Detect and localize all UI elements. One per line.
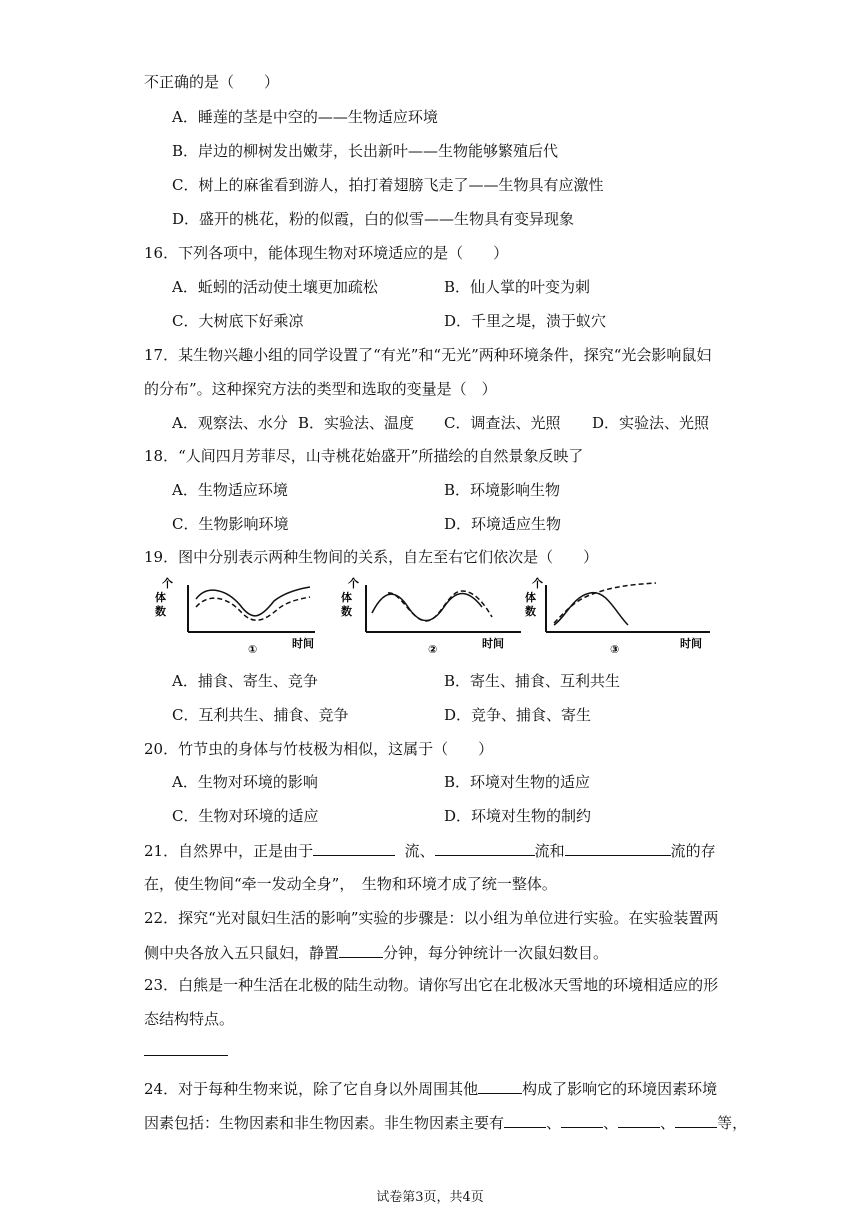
q24-blank-5[interactable] bbox=[675, 1112, 717, 1128]
curve-dashed bbox=[388, 591, 492, 621]
q16-option-d: D．千里之堤，溃于蚁穴 bbox=[444, 312, 607, 330]
q24-separator: 、 bbox=[546, 1114, 562, 1132]
q21-line2: 在，使生物间“牵一发动全身”， 生物和环境才成了统一整体。 bbox=[144, 875, 557, 893]
y-label-char: 体 bbox=[525, 591, 536, 604]
q20-option-a: A．生物对环境的影响 bbox=[172, 773, 318, 791]
q22-line2 bbox=[144, 942, 608, 963]
q19-option-a: A．捕食、寄生、竞争 bbox=[172, 672, 318, 690]
q24-separator: 、 bbox=[603, 1114, 619, 1132]
q15-stem: 不正确的是（ ） bbox=[144, 73, 280, 91]
q20-option-b: B．环境对生物的适应 bbox=[444, 773, 591, 791]
q16-option-b: B．仙人掌的叶变为刺 bbox=[444, 278, 591, 296]
y-label-char: 数 bbox=[525, 605, 536, 618]
q24-blank-3[interactable] bbox=[561, 1112, 603, 1128]
y-label-char: 个 bbox=[162, 577, 173, 590]
page-footer: 试卷第3页，共4页 bbox=[376, 1190, 484, 1205]
q24-line2 bbox=[144, 1112, 747, 1133]
q21-text: 流、 bbox=[404, 842, 435, 860]
curve-solid bbox=[196, 587, 310, 616]
curve-dashed bbox=[196, 597, 310, 620]
q21-line1 bbox=[144, 840, 716, 861]
q17-stem-line1: 17．某生物兴趣小组的同学设置了“有光”和“无光”两种环境条件，探究“光会影响鼠妇 bbox=[144, 346, 712, 364]
figure-label: ③ bbox=[610, 643, 620, 656]
q21-text: 21．自然界中，正是由于 bbox=[144, 842, 314, 860]
q17-stem-line2: 的分布”。这种探究方法的类型和选取的变量是（ ） bbox=[144, 380, 497, 398]
q24-text: 因素包括：生物因素和非生物因素。非生物因素主要有 bbox=[144, 1114, 505, 1132]
q24-text: 构成了影响它的环境因素环境 bbox=[522, 1080, 718, 1098]
q18-option-c: C．生物影响环境 bbox=[172, 515, 289, 533]
q15-option-c: C．树上的麻雀看到游人，拍打着翅膀飞走了——生物具有应激性 bbox=[172, 176, 604, 194]
q15-option-a: A．睡莲的茎是中空的——生物适应环境 bbox=[172, 108, 438, 126]
q23-line2: 态结构特点。 bbox=[144, 1010, 235, 1028]
q17-option-a: A．观察法、水分 bbox=[172, 414, 288, 432]
q22-blank[interactable] bbox=[339, 942, 383, 958]
q19-option-d: D．竞争、捕食、寄生 bbox=[444, 706, 592, 724]
q16-stem: 16．下列各项中，能体现生物对环境适应的是（ ） bbox=[144, 244, 509, 262]
q17-option-b: B．实验法、温度 bbox=[298, 414, 415, 432]
q18-option-b: B．环境影响生物 bbox=[444, 481, 561, 499]
y-label-char: 个 bbox=[348, 577, 359, 590]
y-label-char: 数 bbox=[341, 605, 352, 618]
q24-line1 bbox=[144, 1078, 717, 1099]
q20-stem: 20．竹节虫的身体与竹枝极为相似，这属于（ ） bbox=[144, 740, 494, 758]
q20-option-d: D．环境对生物的制约 bbox=[444, 807, 592, 825]
q17-option-c: C．调查法、光照 bbox=[444, 414, 561, 432]
q24-blank-4[interactable] bbox=[618, 1112, 660, 1128]
q23-answer-blank[interactable] bbox=[144, 1055, 228, 1056]
q17-option-d: D．实验法、光照 bbox=[592, 414, 710, 432]
q21-text: 流和 bbox=[534, 842, 565, 860]
q19-figure-1 bbox=[150, 577, 320, 661]
curve-dashed bbox=[554, 583, 656, 623]
q19-figure-2 bbox=[336, 577, 526, 661]
curve-solid bbox=[554, 593, 628, 625]
q16-option-c: C．大树底下好乘凉 bbox=[172, 312, 304, 330]
x-label: 时间 bbox=[292, 637, 314, 650]
y-label-char: 体 bbox=[155, 591, 166, 604]
q23-line1: 23．白熊是一种生活在北极的陆生动物。请你写出它在北极冰天雪地的环境相适应的形 bbox=[144, 976, 719, 994]
figure-label: ② bbox=[428, 643, 438, 656]
q19-option-b: B．寄生、捕食、互利共生 bbox=[444, 672, 621, 690]
q15-option-d: D．盛开的桃花，粉的似霞，白的似雪——生物具有变异现象 bbox=[172, 210, 575, 228]
q15-option-b: B．岸边的柳树发出嫩芽，长出新叶——生物能够繁殖后代 bbox=[172, 142, 559, 160]
q18-option-a: A．生物适应环境 bbox=[172, 481, 288, 499]
figure-label: ① bbox=[248, 643, 258, 656]
q22-text: 分钟，每分钟统计一次鼠妇数目。 bbox=[383, 944, 609, 962]
q24-text: 等， bbox=[717, 1114, 748, 1132]
q16-option-a: A．蚯蚓的活动使土壤更加疏松 bbox=[172, 278, 378, 296]
x-label: 时间 bbox=[680, 637, 702, 650]
q21-blank-1[interactable] bbox=[313, 840, 395, 856]
y-label-char: 个 bbox=[532, 577, 543, 590]
q24-blank-2[interactable] bbox=[504, 1112, 546, 1128]
q24-separator: 、 bbox=[660, 1114, 676, 1132]
x-label: 时间 bbox=[482, 637, 504, 650]
q22-text: 侧中央各放入五只鼠妇，静置 bbox=[144, 944, 340, 962]
q19-option-c: C．互利共生、捕食、竞争 bbox=[172, 706, 349, 724]
y-label-char: 体 bbox=[341, 591, 352, 604]
q21-blank-2[interactable] bbox=[435, 840, 535, 856]
q19-figure-3 bbox=[520, 577, 720, 661]
q22-line1: 22．探究“光对鼠妇生活的影响”实验的步骤是：以小组为单位进行实验。在实验装置两 bbox=[144, 909, 719, 927]
q24-blank-1[interactable] bbox=[478, 1078, 522, 1094]
q19-stem: 19．图中分别表示两种生物间的关系，自左至右它们依次是（ ） bbox=[144, 548, 599, 566]
q18-option-d: D．环境适应生物 bbox=[444, 515, 562, 533]
curve-solid bbox=[372, 594, 482, 621]
q18-stem: 18．“人间四月芳菲尽，山寺桃花始盛开”所描绘的自然景象反映了 bbox=[144, 447, 584, 465]
q21-text: 流的存 bbox=[670, 842, 716, 860]
q20-option-c: C．生物对环境的适应 bbox=[172, 807, 319, 825]
y-label-char: 数 bbox=[155, 605, 166, 618]
q24-text: 24．对于每种生物来说，除了它自身以外周围其他 bbox=[144, 1080, 479, 1098]
q21-blank-3[interactable] bbox=[565, 840, 671, 856]
